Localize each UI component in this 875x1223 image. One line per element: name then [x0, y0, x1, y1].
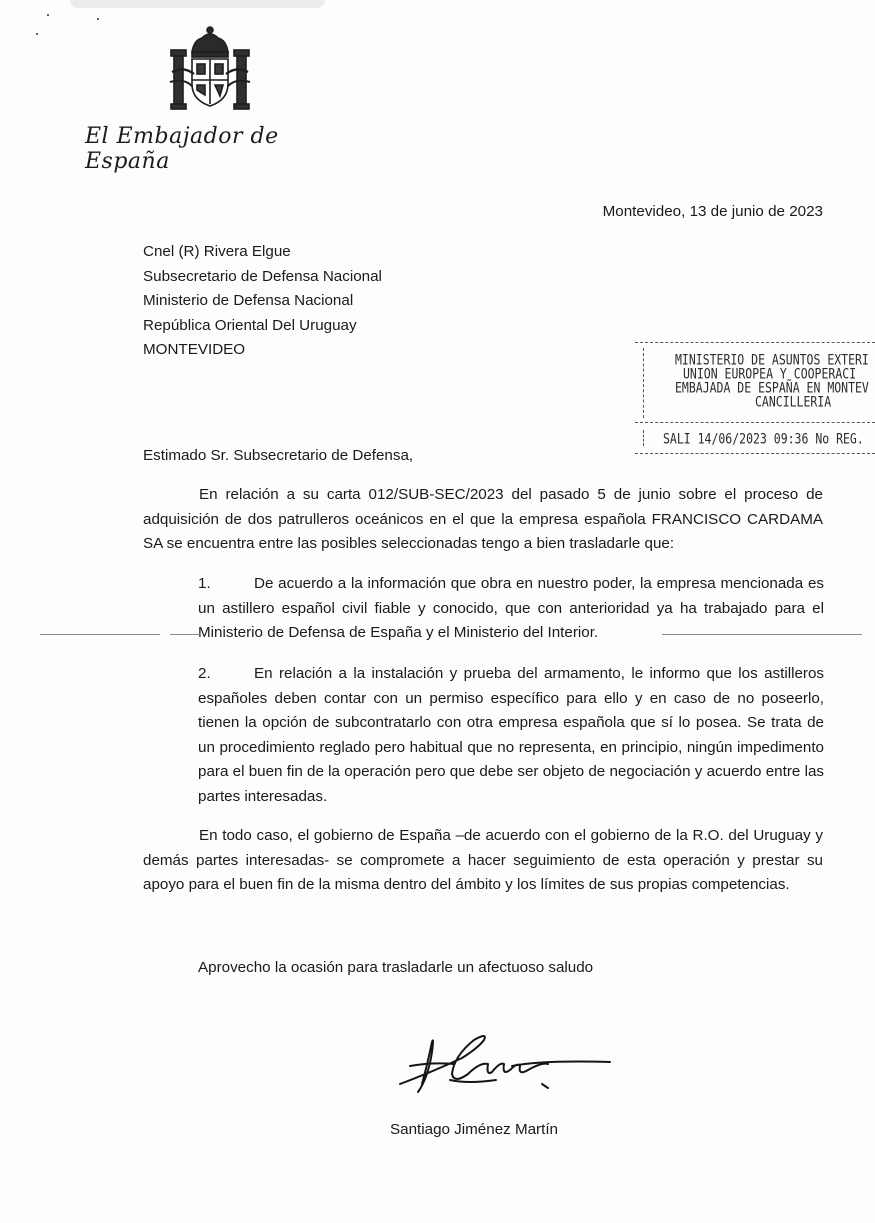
addressee-line: MONTEVIDEO: [143, 341, 246, 358]
stamp-border: [635, 422, 875, 423]
addressee-line: Cnel (R) Rivera Elgue: [143, 243, 291, 260]
paragraph-intro: En relación a su carta 012/SUB-SEC/2023 del pasado 5 de junio sobre el proceso de adquisición de dos patrulleros oceánicos en el que la empresa española FRANCISCO CARDAMA SA se encuentra entre las posibles seleccionadas tengo a bien trasladarle que:: [143, 486, 823, 552]
top-edge-shadow: [70, 0, 325, 8]
letter-date: Montevideo, 13 de junio de 2023: [602, 203, 823, 220]
item-number: 1.: [198, 575, 211, 592]
scan-artifact-line: [170, 634, 200, 635]
paragraph-commitment: En todo caso, el gobierno de España –de acuerdo con el gobierno de la R.O. del Uruguay y demás partes interesadas- se compromete a hacer seguimiento de esta operación y prestar su apoyo para el buen fin de la misma dentro del ámbito y los límites de sus propias competencias.: [143, 827, 823, 893]
speck: [47, 14, 49, 16]
stamp-line: CANCILLERIA: [755, 392, 832, 411]
signer-name: Santiago Jiménez Martín: [390, 1121, 558, 1138]
item-number: 2.: [198, 665, 211, 682]
coat-of-arms-icon: [162, 22, 258, 118]
numbered-item-2: [198, 662, 824, 809]
letterhead-title: El Embajador de España: [85, 124, 279, 174]
stamp-line: MINISTERIO DE ASUNTOS EXTERI: [675, 350, 869, 369]
speck: [36, 33, 38, 35]
stamp-line: UNION EUROPEA Y COOPERACI: [683, 364, 857, 383]
addressee-line: República Oriental Del Uruguay: [143, 316, 357, 334]
stamp-border: [635, 453, 875, 454]
stamp-border: [643, 430, 644, 446]
item-text: De acuerdo a la información que obra en nuestro poder, la empresa mencionada es un astillero español civil fiable y conocido, que con anterioridad ya ha trabajado para el Ministerio de Defensa de España y el Ministerio del Interior.: [198, 575, 824, 641]
stamp-line: EMBAJADA DE ESPAÑA EN MONTEV: [675, 378, 869, 397]
stamp-border: [643, 348, 644, 418]
closing-line: Aprovecho la ocasión para trasladarle un afectuoso saludo: [198, 959, 594, 976]
addressee-line: Ministerio de Defensa Nacional: [143, 292, 354, 309]
addressee-block: [143, 240, 382, 363]
salutation: Estimado Sr. Subsecretario de Defensa,: [143, 447, 414, 464]
addressee-line: Subsecretario de Defensa Nacional: [143, 267, 382, 285]
scan-artifact-line: [40, 634, 160, 635]
speck: [97, 18, 99, 20]
stamp-registry: SALI 14/06/2023 09:36 No REG.: [663, 429, 864, 448]
item-text: En relación a la instalación y prueba del armamento, le informo que los astilleros españoles deben contar con un permiso específico para ello y en caso de no poseerlo, tienen la opción de subcontratarlo con otra empresa española que sí lo posea. Se trata de un procedimiento reglado pero habitual que no representa, en principio, ningún impedimento para el buen fin de la operación pero que debe ser objeto de negociación y acuerdo entre las partes interesadas.: [198, 665, 824, 805]
scan-artifact-line: [662, 634, 862, 635]
handwritten-signature: [392, 1022, 622, 1102]
registry-stamp: [635, 340, 875, 458]
stamp-border: [635, 342, 875, 343]
